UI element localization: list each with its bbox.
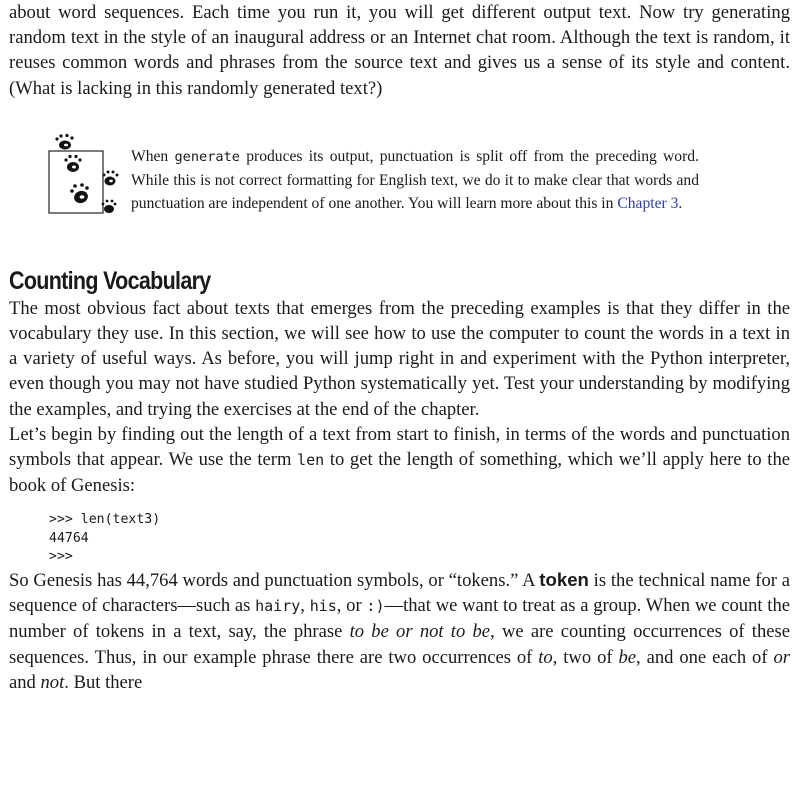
len-inline-code: len [297, 451, 325, 470]
tokens-text-3: , [300, 595, 310, 617]
tokens-text-9: and [9, 671, 41, 693]
term-token: token [539, 568, 589, 590]
len-text-1: Let’s begin by finding out the length of a text from start to finish, in terms of the words and punctuation symbols that appear. We use the term [9, 423, 790, 471]
tokens-text-7: , two of [552, 646, 619, 668]
code-line-3: >>> [49, 549, 73, 565]
word-to: to [538, 646, 553, 668]
word-be: be [618, 646, 637, 668]
note-box [9, 133, 790, 243]
code-line-1: >>> len(text3) [49, 512, 161, 528]
code-his: his [309, 597, 337, 616]
tokens-text-2: is the technical name for a sequence of characters—such as [9, 569, 790, 617]
len-paragraph [9, 422, 790, 499]
note-text-3: . [678, 194, 683, 212]
vocabulary-paragraph: The most obvious fact about texts that emerges from the preceding examples is that they differ in the vocabulary they use. In this section, we will see how to use the computer to count the words in a text in a variety of useful ways. As before, you will jump right in and experiment with the Python interpreter, even though you may not have studied Python systematically yet. Test your understanding by modifying the examples, and trying the exercises at the end of the chapter. [9, 297, 790, 420]
word-not: not [40, 671, 65, 693]
note-text-2: produces its output, punctuation is split off from the preceding word. While this is not correct formatting for English text, we do it to make clear that words and punctuation are independent of one another. You will learn more about this in [131, 147, 699, 212]
tokens-paragraph [9, 567, 790, 695]
code-smiley: :) [366, 597, 385, 616]
tokens-text-6: , we are counting occurrences of these sequences. Thus, in our example phrase there are two occurrences of [9, 621, 790, 668]
chapter-3-link[interactable]: Chapter 3 [617, 194, 679, 212]
intro-paragraph: about word sequences. Each time you run it, you will get different output text. Now try generating random text in the style of an inaugural address or an Internet chat room. Although the text is random, it reuses common words and phrases from the source text and gives us a sense of its style and content. (What is lacking in this randomly generated text?) [9, 2, 790, 99]
word-or: or [773, 646, 790, 668]
tokens-text-1: So Genesis has 44,764 words and punctuation symbols, or “tokens.” A [9, 569, 540, 591]
note-code-generate: generate [174, 148, 240, 165]
tokens-text-5: —that we want to treat as a group. When we count the number of tokens in a text, say, the phrase [9, 595, 791, 643]
note-text [131, 145, 699, 215]
tokens-text-10: . But there [64, 671, 143, 693]
raccoon-tracks-icon [39, 133, 129, 221]
note-text-1: When [131, 147, 175, 165]
code-hairy: hairy [255, 597, 301, 616]
len-text-2: to get the length of something, which we’ll apply here to the book of Genesis: [9, 449, 790, 497]
phrase-to-be: to be or not to be [349, 621, 491, 643]
code-line-2: 44764 [49, 530, 89, 546]
tokens-text-8: , and one each of [636, 646, 774, 668]
section-heading: Counting Vocabulary [9, 266, 211, 295]
tokens-text-4: , or [336, 595, 367, 617]
code-example [49, 511, 790, 567]
